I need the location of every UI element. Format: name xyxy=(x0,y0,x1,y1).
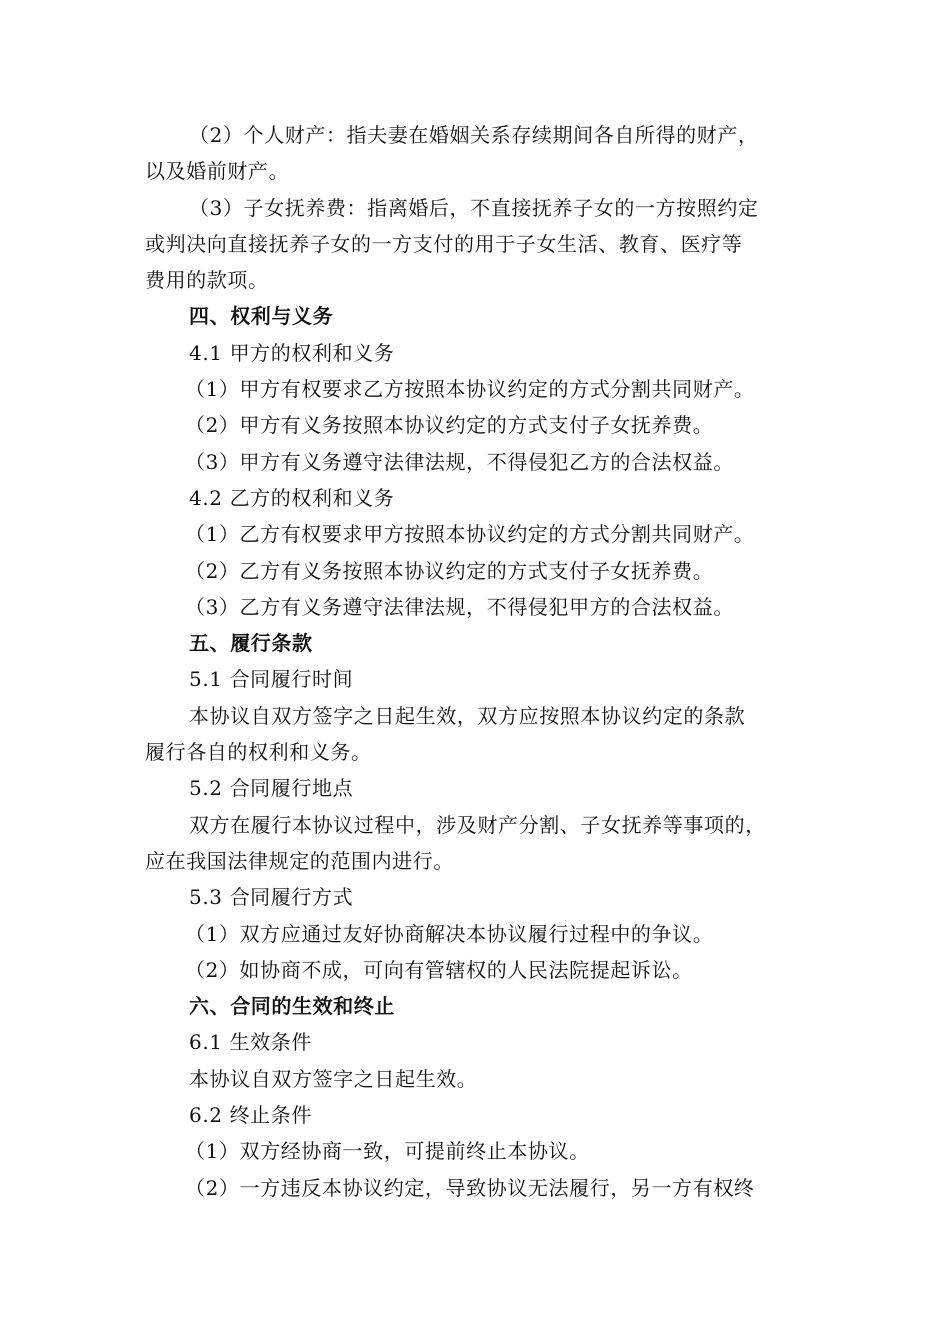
list-item: （3）甲方有义务遵守法律法规，不得侵犯乙方的合法权益。 xyxy=(185,449,734,474)
paragraph-line: 费用的款项。 xyxy=(145,268,269,293)
paragraph-line: 本协议自双方签字之日起生效，双方应按照本协议约定的条款 xyxy=(189,703,746,728)
subsection-title: 4.1 甲方的权利和义务 xyxy=(189,340,395,365)
list-item: （3）乙方有义务遵守法律法规，不得侵犯甲方的合法权益。 xyxy=(185,594,734,619)
subsection-title: 5.1 合同履行时间 xyxy=(189,667,354,692)
subsection-title: 4.2 乙方的权利和义务 xyxy=(189,485,395,510)
list-item: （2）一方违反本协议约定，导致协议无法履行，另一方有权终 xyxy=(185,1175,755,1200)
paragraph-line: 或判决向直接抚养子女的一方支付的用于子女生活、教育、医疗等 xyxy=(145,231,743,256)
list-item: （2）如协商不成，可向有管辖权的人民法院提起诉讼。 xyxy=(185,957,693,982)
subsection-title: 6.1 生效条件 xyxy=(189,1030,312,1055)
paragraph-line: （2）个人财产：指夫妻在婚姻关系存续期间各自所得的财产， xyxy=(189,123,759,147)
paragraph-line: 本协议自双方签字之日起生效。 xyxy=(189,1066,478,1091)
paragraph-line: 双方在履行本协议过程中，涉及财产分割、子女抚养等事项的， xyxy=(189,812,766,837)
list-item: （1）乙方有权要求甲方按照本协议约定的方式分割共同财产。 xyxy=(185,522,755,547)
paragraph-line: （3）子女抚养费：指离婚后，不直接抚养子女的一方按照约定 xyxy=(189,195,759,220)
section-heading: 五、履行条款 xyxy=(189,631,313,656)
list-item: （1）甲方有权要求乙方按照本协议约定的方式分割共同财产。 xyxy=(185,377,755,402)
list-item: （1）双方应通过友好协商解决本协议履行过程中的争议。 xyxy=(185,921,714,946)
list-item: （1）双方经协商一致，可提前终止本协议。 xyxy=(185,1139,590,1164)
subsection-title: 5.2 合同履行地点 xyxy=(189,776,354,801)
subsection-title: 6.2 终止条件 xyxy=(189,1103,312,1128)
subsection-title: 5.3 合同履行方式 xyxy=(189,885,354,910)
list-item: （2）甲方有义务按照本协议约定的方式支付子女抚养费。 xyxy=(185,413,714,438)
list-item: （2）乙方有义务按照本协议约定的方式支付子女抚养费。 xyxy=(185,558,714,583)
document-body xyxy=(145,117,810,1206)
paragraph-line: 以及婚前财产。 xyxy=(145,159,290,184)
section-heading: 六、合同的生效和终止 xyxy=(189,994,395,1019)
paragraph-line: 履行各自的权利和义务。 xyxy=(145,740,372,765)
section-heading: 四、权利与义务 xyxy=(189,304,334,329)
paragraph-line: 应在我国法律规定的范围内进行。 xyxy=(145,848,454,873)
